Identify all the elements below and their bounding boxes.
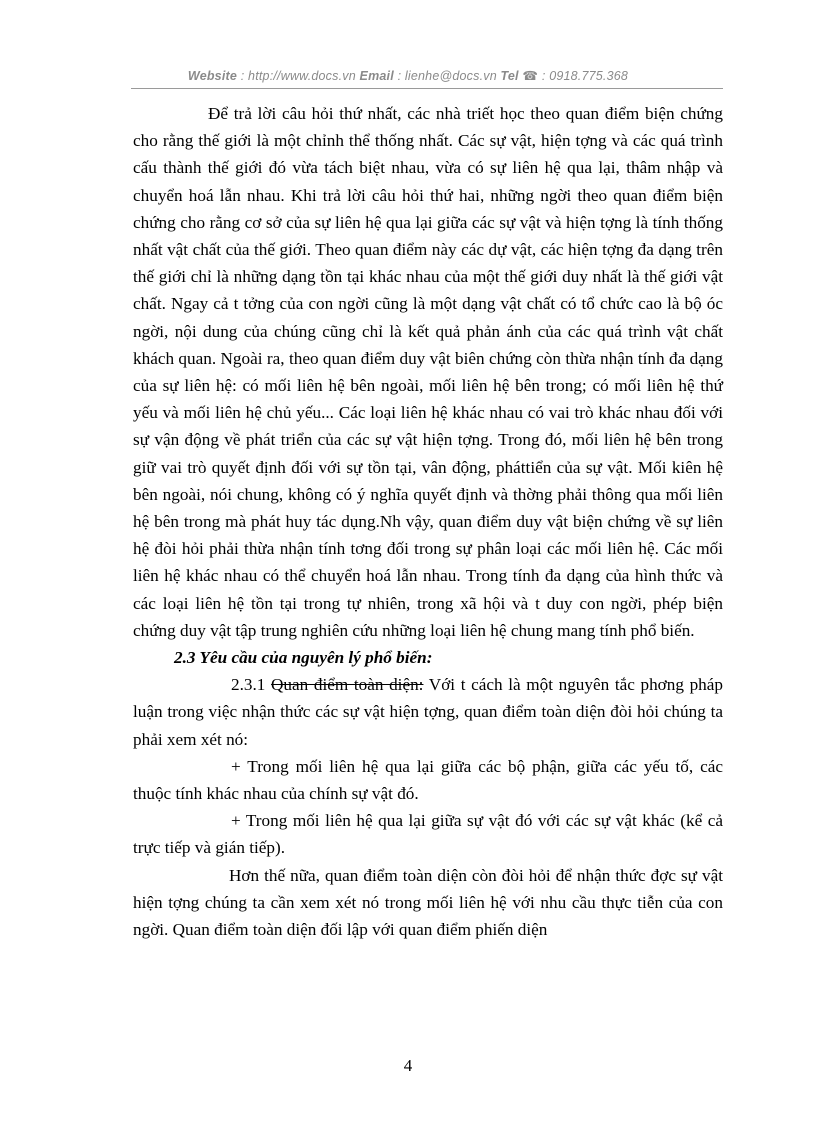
paragraph-intro: Để trả lời câu hỏi thứ nhất, các nhà triết học theo quan điểm biện chứng cho rằng thế giới là một chỉnh thể thống nhất. Các sự vật, hiện tợng và các quá trình cấu thành thế giới đó vừa tách biệt nhau, vừa có sự liên hệ qua lại, thâm nhập và chuyển hoá lẫn nhau. Khi trả lời câu hỏi thứ hai, những ngời theo quan điểm biện chứng cho rằng cơ sở của sự liên hệ qua lại giữa các sự vật và hiện tợng là tính thống nhất vật chất của thế giới. Theo quan điểm này các dự vật, các hiện tợng đa dạng trên thế giới chỉ là những dạng tồn tại khác nhau của một thế giới duy nhất là thế giới vật chất. Ngay cả t tởng của con ngời cũng là một dạng vật chất có tổ chức cao là bộ óc ngời, nội dung của chúng cũng chỉ là kết quả phản ánh của các quá trình vật chất khách quan. Ngoài ra, theo quan điểm duy vật biên chứng còn thừa nhận tính đa dạng của sự liên hệ: có mối liên hệ bên ngoài, mối liên hệ bên trong; có mối liên hệ thứ yếu và mối liên hệ chủ yếu... Các loại liên hệ khác nhau có vai trò khác nhau đối với sự vận động về phát triển của các sự vật hiện tợng. Trong đó, mối liên hệ bên trong giữ vai trò quyết định đối với sự tồn tại, vân động, pháttiển của sự vật. Mối kiên hệ bên ngoài, nói chung, không có ý nghĩa quyết định và thờng phải thông qua mối liên hệ bên trong mà phát huy tác dụng.Nh vậy, quan điểm duy vật biện chứng về sự liên hệ đòi hỏi phải thừa nhận tính tơng đối trong sự phân loại các mối liên hệ. Các mối liên hệ khác nhau có thể chuyển hoá lẫn nhau. Trong tính đa dạng của hình thức và các loại liên hệ tồn tại trong tự nhiên, trong xã hội và t duy con ngời, phép biện chứng duy vật tập trung nghiên cứu những loại liên hệ chung mang tính phổ biến. <box>133 104 723 640</box>
website-label: Website <box>187 69 238 83</box>
subsection-text: Với t cách là một nguyên tắc phơng pháp luận trong việc nhận thức các sự vật hiện tợng, quan điểm toàn diện đòi hỏi chúng ta phải xem xét nó: <box>133 675 724 749</box>
subsection-number: 2.3.1 <box>231 675 272 695</box>
bullet-internal-relations: + Trong mối liên hệ qua lại giữa các bộ phận, giữa các yếu tố, các thuộc tính khác nhau của chính sự vật đó. <box>133 756 723 804</box>
page-header <box>0 68 816 83</box>
page-number: 4 <box>403 1056 413 1075</box>
header-divider <box>131 88 723 89</box>
paragraph-practice: Hơn thế nữa, quan điểm toàn diện còn đòi hỏi để nhận thức đợc sự vật hiện tợng chúng ta cần xem xét nó trong mối liên hệ với nhu cầu thực tiễn của con ngời. Quan điểm toàn diện đối lập với quan điểm phiến diện <box>133 865 723 940</box>
tel-label: Tel <box>500 69 519 83</box>
paragraph-comprehensive-view <box>133 671 723 753</box>
website-value: : http://www.docs.vn <box>237 69 360 83</box>
email-label: Email <box>359 69 394 83</box>
tel-value: ☎ : 0918.775.368 <box>518 69 629 83</box>
section-heading: 2.3 Yêu cầu của nguyên lý phổ biến: <box>174 648 433 668</box>
document-body <box>133 100 723 943</box>
email-value: : lienhe@docs.vn <box>393 69 501 83</box>
subsection-term: Quan điểm toàn diện: <box>271 675 424 695</box>
bullet-external-relations: + Trong mối liên hệ qua lại giữa sự vật đó với các sự vật khác (kể cả trực tiếp và gián tiếp). <box>133 811 723 858</box>
